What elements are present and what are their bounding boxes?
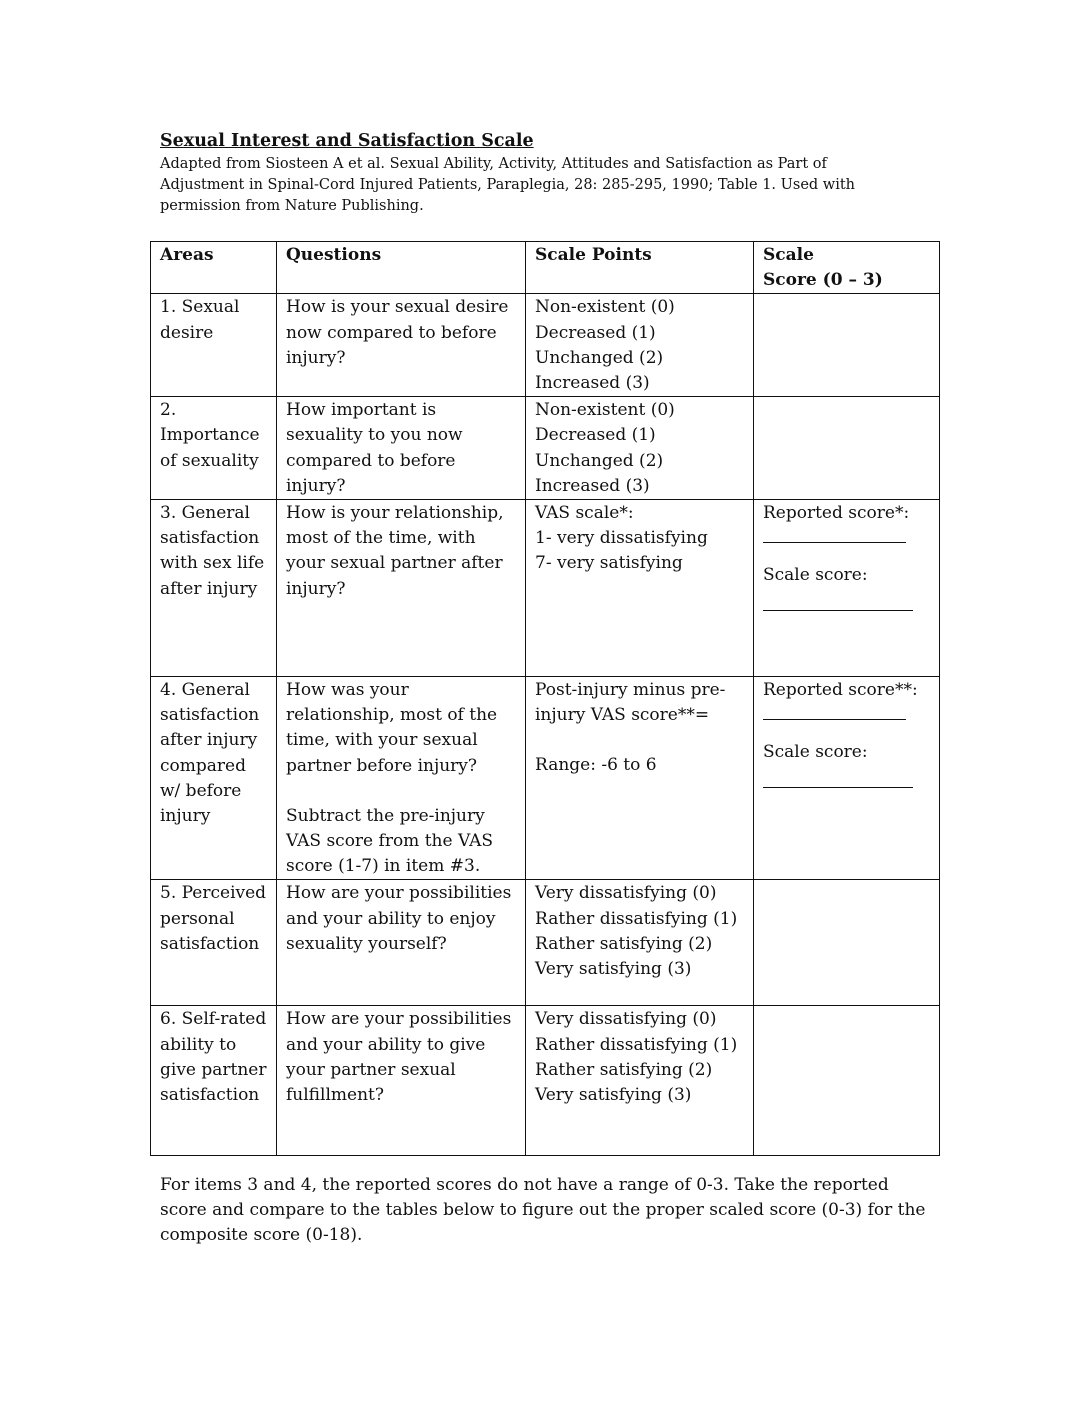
scale-point: Very satisfying (3) xyxy=(535,1085,692,1106)
scale-score-cell[interactable] xyxy=(754,397,940,500)
reported-score-label: Reported score*: xyxy=(763,503,910,524)
document-title: Sexual Interest and Satisfaction Scale xyxy=(160,131,534,151)
scale-score-blank[interactable] xyxy=(763,610,913,611)
scale-points-cell xyxy=(526,677,754,880)
scale-score-cell[interactable] xyxy=(754,880,940,1006)
scale-score-cell[interactable] xyxy=(754,294,940,397)
reported-score-blank[interactable] xyxy=(763,719,906,720)
header-scale-score-line1: Scale xyxy=(763,245,814,265)
scale-point: Very dissatisfying (0) xyxy=(535,1009,717,1030)
scale-point: VAS scale*: xyxy=(535,503,634,524)
header-questions: Questions xyxy=(277,242,526,294)
scale-point: 7- very satisfying xyxy=(535,553,683,574)
table-row xyxy=(151,1006,940,1156)
reported-score-label: Reported score**: xyxy=(763,680,918,701)
header-scale-score-line2: Score (0 – 3) xyxy=(763,270,883,291)
table-row xyxy=(151,500,940,677)
scale-range: Range: -6 to 6 xyxy=(535,755,657,776)
header-areas: Areas xyxy=(151,242,277,294)
table-row xyxy=(151,677,940,880)
scale-point: Unchanged (2) xyxy=(535,347,664,368)
citation-text: Adapted from Siosteen A et al. Sexual Ability, Activity, Attitudes and Satisfaction as Part of Adjustment in Spinal-Cord Injured Patients, Paraplegia, 28: 285-295, 1990; Table 1. Used with permission from Nature Publishing. xyxy=(160,156,856,214)
area-cell: 1. Sexual desire xyxy=(151,294,277,397)
scale-points-cell xyxy=(526,1006,754,1156)
question-cell: How is your sexual desire now compared to before injury? xyxy=(277,294,526,397)
scale-point: Non-existent (0) xyxy=(535,400,675,421)
scale-score-label: Scale score: xyxy=(763,565,868,586)
scale-score-cell[interactable] xyxy=(754,1006,940,1156)
scale-score-label: Scale score: xyxy=(763,742,868,763)
scale-point: Increased (3) xyxy=(535,475,650,496)
scale-point: 1- very dissatisfying xyxy=(535,528,708,549)
footer-note: For items 3 and 4, the reported scores do not have a range of 0-3. Take the reported score and compare to the tables below to figure out the proper scaled score (0-3) for the composite score (0-18). xyxy=(160,1175,926,1246)
scale-point: Rather satisfying (2) xyxy=(535,1059,713,1080)
table-row xyxy=(151,397,940,500)
scale-points-cell xyxy=(526,397,754,500)
area-cell: 2. Importance of sexuality xyxy=(151,397,277,500)
area-cell: 3. General satisfaction with sex life after injury xyxy=(151,500,277,677)
question-note: Subtract the pre-injury VAS score from the VAS score (1-7) in item #3. xyxy=(286,805,493,877)
scale-point: Very dissatisfying (0) xyxy=(535,883,717,904)
scale-formula: Post-injury minus pre-injury VAS score**= xyxy=(535,680,726,726)
area-cell: 6. Self-rated ability to give partner satisfaction xyxy=(151,1006,277,1156)
scale-score-cell xyxy=(754,500,940,677)
scale-points-cell xyxy=(526,294,754,397)
question-cell: How is your relationship, most of the time, with your sexual partner after injury? xyxy=(277,500,526,677)
scale-point: Rather satisfying (2) xyxy=(535,933,713,954)
scale-points-cell xyxy=(526,500,754,677)
scale-point: Rather dissatisfying (1) xyxy=(535,1034,738,1055)
header-scale-score xyxy=(754,242,940,294)
table-header-row xyxy=(151,242,940,294)
table-row xyxy=(151,294,940,397)
question-cell: How important is sexuality to you now compared to before injury? xyxy=(277,397,526,500)
scale-point: Very satisfying (3) xyxy=(535,959,692,980)
question-cell: How are your possibilities and your ability to give your partner sexual fulfillment? xyxy=(277,1006,526,1156)
scale-point: Increased (3) xyxy=(535,373,650,394)
area-cell: 4. General satisfaction after injury compared w/ before injury xyxy=(151,677,277,880)
area-cell: 5. Perceived personal satisfaction xyxy=(151,880,277,1006)
reported-score-blank[interactable] xyxy=(763,542,906,543)
header-scale-points: Scale Points xyxy=(526,242,754,294)
scale-score-blank[interactable] xyxy=(763,787,913,788)
question-text: How was your relationship, most of the time, with your sexual partner before injury? xyxy=(286,680,498,776)
scale-table xyxy=(150,241,940,1156)
scale-point: Rather dissatisfying (1) xyxy=(535,908,738,929)
scale-point: Unchanged (2) xyxy=(535,450,664,471)
scale-point: Decreased (1) xyxy=(535,322,656,343)
scale-point: Non-existent (0) xyxy=(535,297,675,318)
scale-point: Decreased (1) xyxy=(535,425,656,446)
scale-points-cell xyxy=(526,880,754,1006)
scale-score-cell xyxy=(754,677,940,880)
question-cell xyxy=(277,677,526,880)
table-row xyxy=(151,880,940,1006)
question-cell: How are your possibilities and your ability to enjoy sexuality yourself? xyxy=(277,880,526,1006)
